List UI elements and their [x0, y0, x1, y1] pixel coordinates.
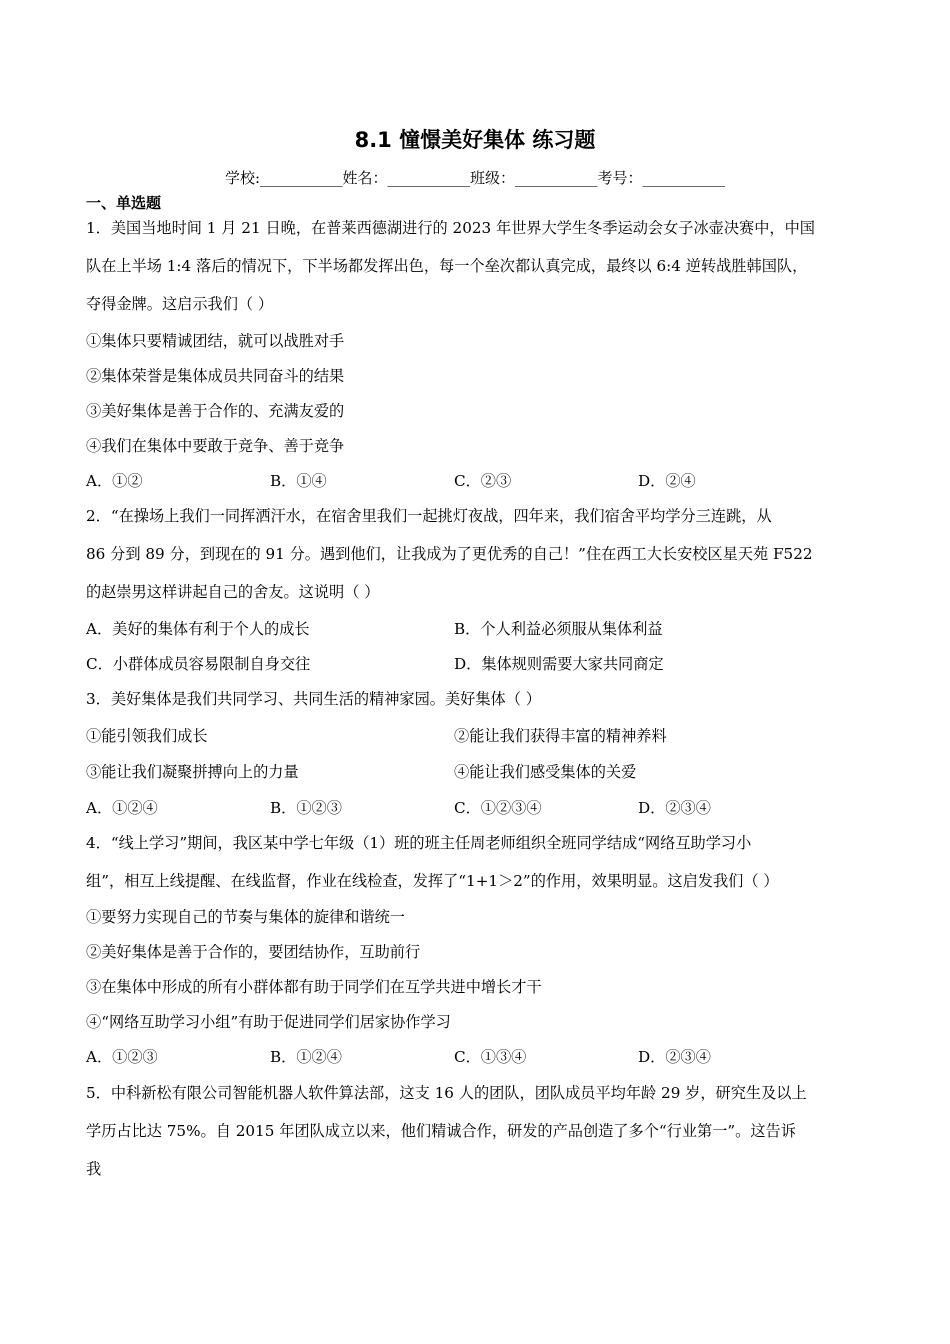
section-heading: 一、单选题: [86, 194, 162, 212]
q1-option-d: D．②④: [638, 472, 696, 490]
q4-statement: ④“网络互助学习小组”有助于促进同学们居家协作学习: [86, 1013, 451, 1031]
q4-stem-line: 组”，相互上线提醒、在线监督，作业在线检查，发挥了“1+1＞2”的作用，效果明显。这启发我们（ ）: [86, 872, 779, 890]
page-title: 8.1 憧憬美好集体 练习题: [354, 128, 596, 152]
q4-statement: ②美好集体是善于合作的，要团结协作，互助前行: [86, 943, 421, 961]
q2-stem-line: 2．“在操场上我们一同挥洒汗水，在宿舍里我们一起挑灯夜战，四年来，我们宿舍平均学分三连跳，从: [86, 507, 772, 525]
q5-stem-line: 我: [86, 1160, 102, 1178]
q1-statement: ④我们在集体中要敢于竞争、善于竞争: [86, 437, 345, 455]
q1-statement: ③美好集体是善于合作的、充满友爱的: [86, 402, 345, 420]
q1-option-b: B．①④: [270, 472, 327, 490]
q1-stem-line: 夺得金牌。这启示我们（ ）: [86, 295, 274, 313]
q3-statement: ①能引领我们成长: [86, 727, 208, 745]
q3-statement: ③能让我们凝聚拼搏向上的力量: [86, 763, 299, 781]
student-info-line: 学校:___________姓名：___________班级：___________考号：___________: [224, 169, 726, 187]
q4-statement: ①要努力实现自己的节奏与集体的旋律和谐统一: [86, 908, 405, 926]
q3-option-b: B．①②③: [270, 799, 342, 817]
q1-option-a: A．①②: [86, 472, 143, 490]
q4-stem-line: 4．“线上学习”期间，我区某中学七年级（1）班的班主任周老师组织全班同学结成“网络互助学习小: [86, 834, 752, 852]
q2-option-d: D．集体规则需要大家共同商定: [454, 655, 664, 673]
q2-stem-line: 的赵崇男这样讲起自己的舍友。这说明（ ）: [86, 583, 380, 601]
q2-option-c: C．小群体成员容易限制自身交往: [86, 655, 311, 673]
q1-option-c: C．②③: [454, 472, 512, 490]
q3-statement: ④能让我们感受集体的关爱: [454, 763, 637, 781]
q2-stem-line: 86 分到 89 分，到现在的 91 分。遇到他们，让我成为了更优秀的自己！”住在西工大长安校区星天苑 F522: [86, 545, 813, 563]
q4-option-d: D．②③④: [638, 1048, 711, 1066]
q1-statement: ②集体荣誉是集体成员共同奋斗的结果: [86, 367, 345, 385]
q4-option-b: B．①②④: [270, 1048, 342, 1066]
q3-option-d: D．②③④: [638, 799, 711, 817]
q2-option-a: A．美好的集体有利于个人的成长: [86, 620, 310, 638]
q2-option-b: B．个人利益必须服从集体利益: [454, 620, 663, 638]
q3-stem-line: 3．美好集体是我们共同学习、共同生活的精神家园。美好集体（ ）: [86, 690, 541, 708]
q1-statement: ①集体只要精诚团结，就可以战胜对手: [86, 332, 345, 350]
q3-option-c: C．①②③④: [454, 799, 542, 817]
q4-option-a: A．①②③: [86, 1048, 158, 1066]
q1-stem-line: 队在上半场 1:4 落后的情况下，下半场都发挥出色，每一个垒次都认真完成，最终以 6:4 逆转战胜韩国队，: [86, 257, 808, 275]
q5-stem-line: 学历占比达 75%。自 2015 年团队成立以来，他们精诚合作，研发的产品创造了多个“行业第一”。这告诉: [86, 1122, 796, 1140]
q3-statement: ②能让我们获得丰富的精神养料: [454, 727, 667, 745]
q4-option-c: C．①③④: [454, 1048, 527, 1066]
q1-stem-line: 1．美国当地时间 1 月 21 日晚，在普莱西德湖进行的 2023 年世界大学生冬季运动会女子冰壶决赛中，中国: [86, 219, 815, 237]
q3-option-a: A．①②④: [86, 799, 158, 817]
q5-stem-line: 5．中科新松有限公司智能机器人软件算法部，这支 16 人的团队，团队成员平均年龄 29 岁，研究生及以上: [86, 1084, 807, 1102]
q4-statement: ③在集体中形成的所有小群体都有助于同学们在互学共进中增长才干: [86, 978, 542, 996]
